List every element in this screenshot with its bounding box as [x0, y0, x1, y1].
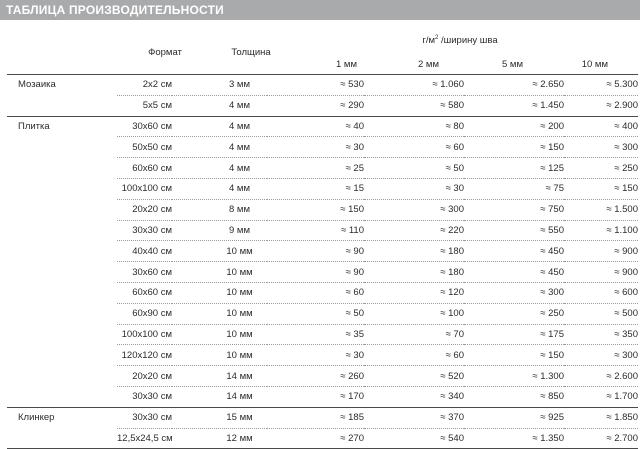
consumption-value-cell: ≈ 450	[464, 241, 564, 262]
consumption-group-header	[422, 35, 497, 46]
consumption-value-cell: ≈ 1.060	[364, 75, 464, 96]
consumption-value-cell: ≈ 180	[364, 262, 464, 283]
consumption-value-cell: ≈ 530	[267, 75, 364, 96]
consumption-value-cell: ≈ 30	[267, 137, 364, 158]
table-row	[7, 366, 638, 387]
group-label-empty	[7, 199, 117, 220]
consumption-value-cell: ≈ 370	[364, 407, 464, 428]
thickness-cell: 10 мм	[172, 241, 267, 262]
group-label-empty	[7, 428, 117, 449]
consumption-unit: г/м	[422, 35, 436, 46]
consumption-value-cell: ≈ 340	[364, 386, 464, 407]
group-label-empty	[7, 303, 117, 324]
consumption-value-cell: ≈ 2.900	[564, 95, 638, 116]
format-cell: 60x60 см	[117, 282, 172, 303]
format-cell: 30x60 см	[117, 116, 172, 137]
consumption-value-cell: ≈ 15	[267, 178, 364, 199]
consumption-value-cell: ≈ 850	[464, 386, 564, 407]
consumption-value-cell: ≈ 2.650	[464, 75, 564, 96]
format-cell: 120x120 см	[117, 345, 172, 366]
table-row	[7, 262, 638, 283]
thickness-cell: 10 мм	[172, 282, 267, 303]
consumption-value-cell: ≈ 220	[364, 220, 464, 241]
consumption-value-cell: ≈ 450	[464, 262, 564, 283]
consumption-value-cell: ≈ 1.850	[564, 407, 638, 428]
group-label-empty	[7, 386, 117, 407]
consumption-value-cell: ≈ 2.700	[564, 428, 638, 449]
consumption-value-cell: ≈ 300	[464, 282, 564, 303]
page-title: ТАБЛИЦА ПРОИЗВОДИТЕЛЬНОСТИ	[6, 3, 224, 17]
table-row	[7, 324, 638, 345]
consumption-table	[7, 74, 638, 449]
consumption-value-cell: ≈ 180	[364, 241, 464, 262]
table-row	[7, 178, 638, 199]
consumption-value-cell: ≈ 250	[564, 158, 638, 179]
consumption-value-cell: ≈ 30	[267, 345, 364, 366]
format-cell: 30x30 см	[117, 407, 172, 428]
format-cell: 20x20 см	[117, 199, 172, 220]
group-label-empty	[7, 95, 117, 116]
consumption-value-cell: ≈ 1.500	[564, 199, 638, 220]
group-label-empty	[7, 282, 117, 303]
thickness-cell: 8 мм	[172, 199, 267, 220]
consumption-value-cell: ≈ 60	[364, 137, 464, 158]
consumption-value-cell: ≈ 300	[364, 199, 464, 220]
table-row	[7, 241, 638, 262]
consumption-value-cell: ≈ 260	[267, 366, 364, 387]
consumption-value-cell: ≈ 125	[464, 158, 564, 179]
consumption-value-cell: ≈ 50	[364, 158, 464, 179]
consumption-value-cell: ≈ 1.100	[564, 220, 638, 241]
table-row	[7, 137, 638, 158]
consumption-value-cell: ≈ 150	[267, 199, 364, 220]
group-label-empty	[7, 366, 117, 387]
format-cell: 40x40 см	[117, 241, 172, 262]
consumption-per-joint: /ширину шва	[438, 35, 498, 46]
consumption-value-cell: ≈ 170	[267, 386, 364, 407]
thickness-cell: 12 мм	[172, 428, 267, 449]
consumption-value-cell: ≈ 520	[364, 366, 464, 387]
group-label-empty	[7, 220, 117, 241]
group-label-empty	[7, 241, 117, 262]
group-label: Плитка	[7, 116, 117, 137]
consumption-value-cell: ≈ 540	[364, 428, 464, 449]
format-cell: 60x60 см	[117, 158, 172, 179]
table-row	[7, 95, 638, 116]
table-row	[7, 428, 638, 449]
consumption-value-cell: ≈ 290	[267, 95, 364, 116]
group-label-empty	[7, 345, 117, 366]
group-label: Клинкер	[7, 407, 117, 428]
consumption-value-cell: ≈ 1.450	[464, 95, 564, 116]
consumption-value-cell: ≈ 185	[267, 407, 364, 428]
consumption-value-cell: ≈ 600	[564, 282, 638, 303]
consumption-value-cell: ≈ 1.700	[564, 386, 638, 407]
consumption-value-cell: ≈ 900	[564, 262, 638, 283]
group-label-empty	[7, 324, 117, 345]
thickness-cell: 4 мм	[172, 158, 267, 179]
format-cell: 5x5 см	[117, 95, 172, 116]
thickness-cell: 4 мм	[172, 178, 267, 199]
format-cell: 100x100 см	[117, 324, 172, 345]
consumption-value-cell: ≈ 175	[464, 324, 564, 345]
thickness-cell: 4 мм	[172, 95, 267, 116]
table-row	[7, 386, 638, 407]
consumption-value-cell: ≈ 300	[564, 137, 638, 158]
thickness-cell: 4 мм	[172, 116, 267, 137]
group-label-empty	[7, 262, 117, 283]
consumption-value-cell: ≈ 150	[564, 178, 638, 199]
thickness-column-header: Толщина	[231, 47, 271, 58]
consumption-value-cell: ≈ 1.300	[464, 366, 564, 387]
width-header-1mm: 1 мм	[336, 59, 357, 70]
group-label-empty	[7, 158, 117, 179]
thickness-cell: 15 мм	[172, 407, 267, 428]
table-row	[7, 345, 638, 366]
format-cell: 50x50 см	[117, 137, 172, 158]
group-label-empty	[7, 137, 117, 158]
consumption-value-cell: ≈ 270	[267, 428, 364, 449]
consumption-value-cell: ≈ 580	[364, 95, 464, 116]
consumption-value-cell: ≈ 300	[564, 345, 638, 366]
group-label: Мозаика	[7, 75, 117, 96]
thickness-cell: 9 мм	[172, 220, 267, 241]
format-cell: 100x100 см	[117, 178, 172, 199]
consumption-table-body	[7, 75, 638, 449]
table-row	[7, 199, 638, 220]
table-row	[7, 303, 638, 324]
consumption-value-cell: ≈ 925	[464, 407, 564, 428]
consumption-value-cell: ≈ 1.350	[464, 428, 564, 449]
table-row	[7, 220, 638, 241]
table-row	[7, 407, 638, 428]
format-cell: 12,5x24,5 см	[117, 428, 172, 449]
thickness-cell: 4 мм	[172, 137, 267, 158]
consumption-value-cell: ≈ 900	[564, 241, 638, 262]
consumption-value-cell: ≈ 60	[364, 345, 464, 366]
consumption-value-cell: ≈ 150	[464, 137, 564, 158]
consumption-value-cell: ≈ 35	[267, 324, 364, 345]
group-label-empty	[7, 178, 117, 199]
format-cell: 30x30 см	[117, 386, 172, 407]
title-bar	[0, 0, 640, 20]
consumption-value-cell: ≈ 500	[564, 303, 638, 324]
thickness-cell: 14 мм	[172, 366, 267, 387]
consumption-unit-exponent: 2	[435, 34, 439, 41]
table-row	[7, 282, 638, 303]
consumption-value-cell: ≈ 100	[364, 303, 464, 324]
consumption-value-cell: ≈ 5.300	[564, 75, 638, 96]
consumption-value-cell: ≈ 40	[267, 116, 364, 137]
consumption-value-cell: ≈ 90	[267, 241, 364, 262]
format-cell: 60x90 см	[117, 303, 172, 324]
width-header-10mm: 10 мм	[581, 59, 608, 70]
consumption-value-cell: ≈ 50	[267, 303, 364, 324]
thickness-cell: 10 мм	[172, 324, 267, 345]
thickness-cell: 14 мм	[172, 386, 267, 407]
width-header-5mm: 5 мм	[502, 59, 523, 70]
consumption-value-cell: ≈ 75	[464, 178, 564, 199]
format-column-header: Формат	[148, 47, 182, 58]
consumption-value-cell: ≈ 30	[364, 178, 464, 199]
consumption-value-cell: ≈ 70	[364, 324, 464, 345]
consumption-value-cell: ≈ 200	[464, 116, 564, 137]
format-cell: 30x60 см	[117, 262, 172, 283]
width-header-2mm: 2 мм	[418, 59, 439, 70]
consumption-value-cell: ≈ 2.600	[564, 366, 638, 387]
consumption-value-cell: ≈ 350	[564, 324, 638, 345]
format-cell: 2x2 см	[117, 75, 172, 96]
thickness-cell: 3 мм	[172, 75, 267, 96]
consumption-value-cell: ≈ 250	[464, 303, 564, 324]
consumption-value-cell: ≈ 110	[267, 220, 364, 241]
format-cell: 30x30 см	[117, 220, 172, 241]
consumption-value-cell: ≈ 60	[267, 282, 364, 303]
thickness-cell: 10 мм	[172, 262, 267, 283]
consumption-value-cell: ≈ 550	[464, 220, 564, 241]
consumption-value-cell: ≈ 90	[267, 262, 364, 283]
format-cell: 20x20 см	[117, 366, 172, 387]
thickness-cell: 10 мм	[172, 303, 267, 324]
table-row	[7, 158, 638, 179]
consumption-value-cell: ≈ 80	[364, 116, 464, 137]
table-row	[7, 116, 638, 137]
consumption-value-cell: ≈ 120	[364, 282, 464, 303]
consumption-value-cell: ≈ 400	[564, 116, 638, 137]
consumption-value-cell: ≈ 150	[464, 345, 564, 366]
consumption-value-cell: ≈ 750	[464, 199, 564, 220]
consumption-value-cell: ≈ 25	[267, 158, 364, 179]
table-row	[7, 75, 638, 96]
thickness-cell: 10 мм	[172, 345, 267, 366]
